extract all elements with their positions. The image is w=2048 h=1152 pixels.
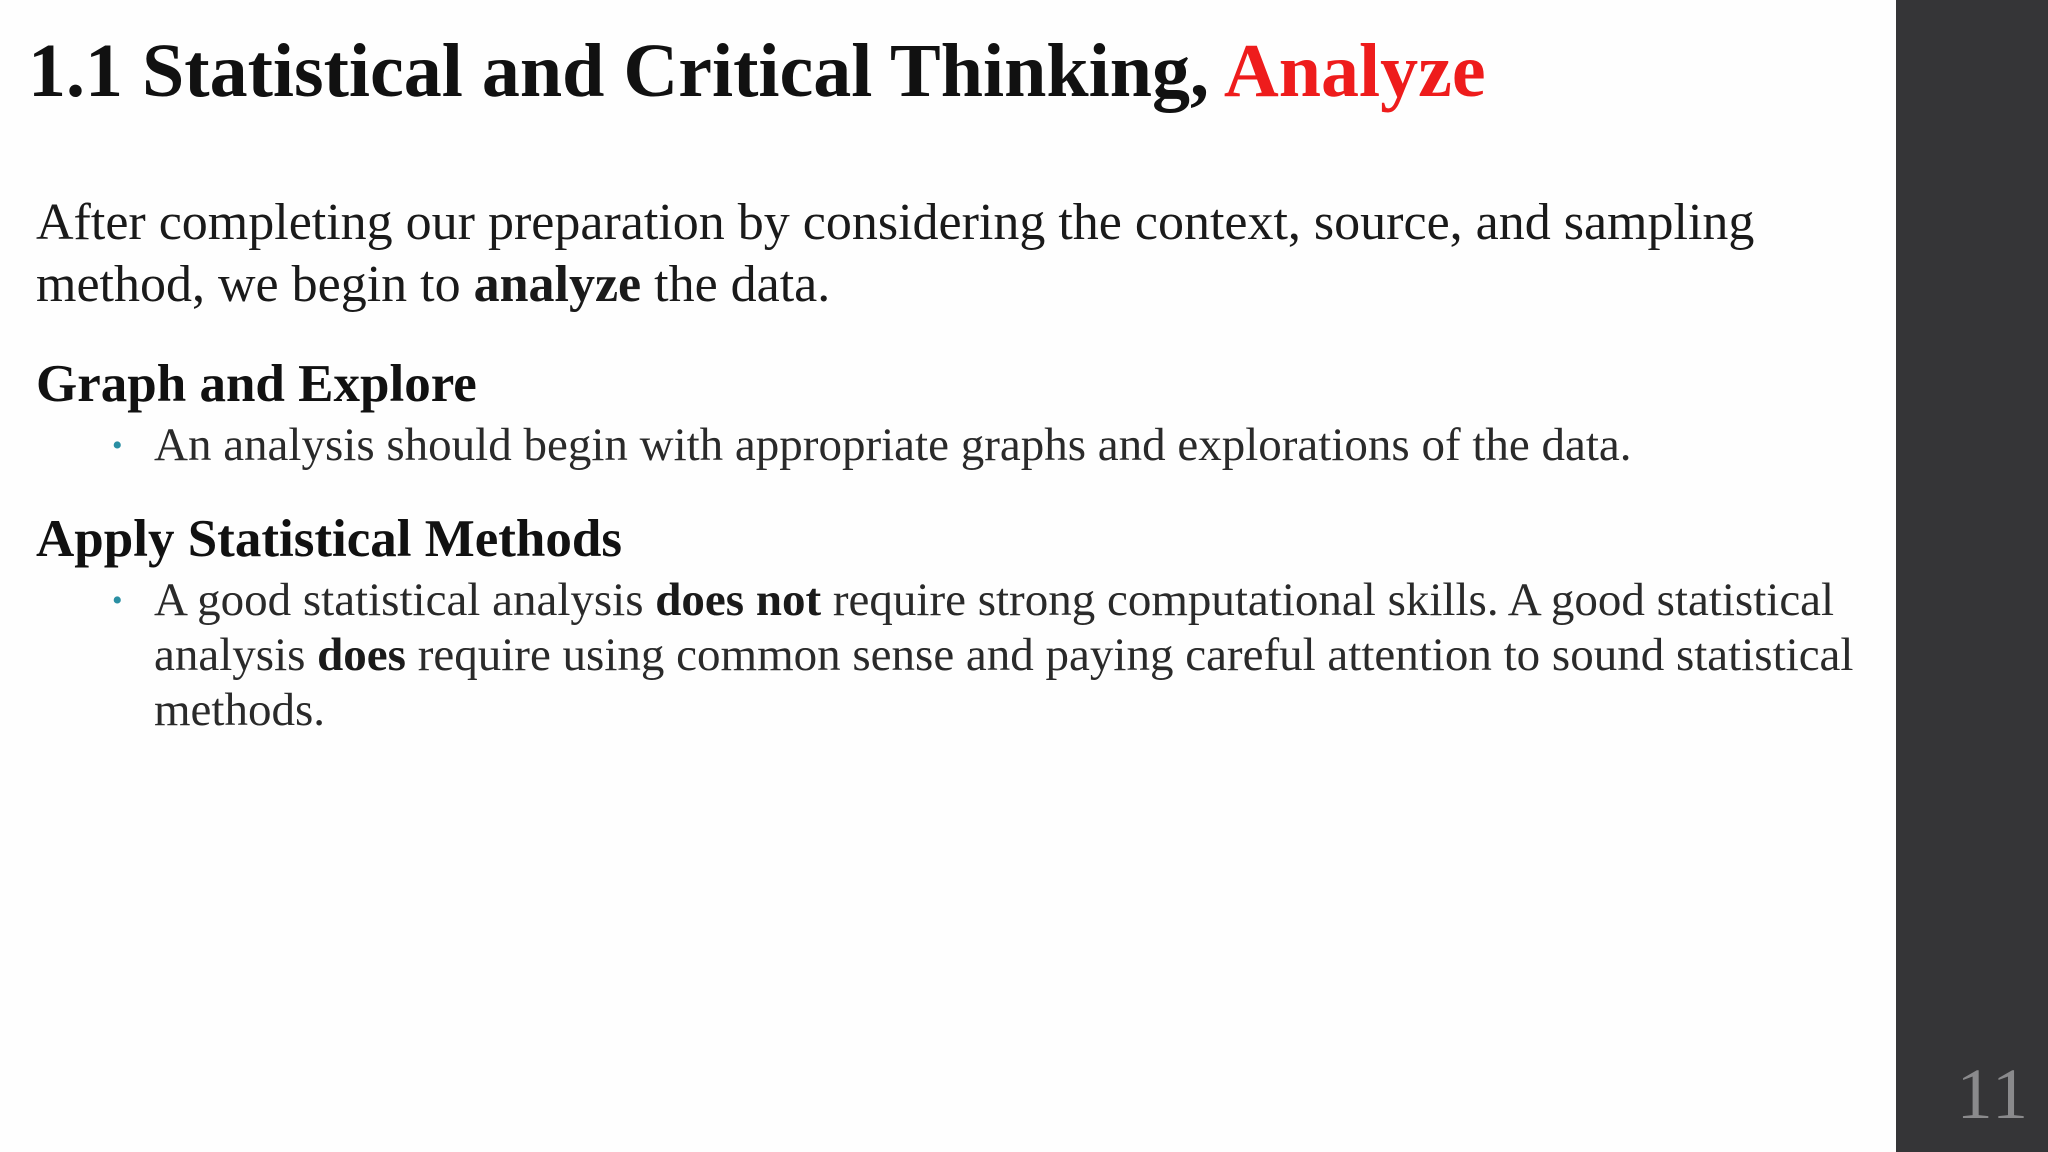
slide-number: 11 bbox=[1956, 1054, 2030, 1134]
intro-paragraph bbox=[36, 192, 1876, 316]
intro-text-before: After completing our preparation by considering the context, source, and sampling method, we begin to bbox=[36, 194, 1755, 313]
bullet-text-part3: require using common sense and paying careful attention to sound statistical methods. bbox=[154, 629, 1854, 736]
bullet-dot-icon: • bbox=[112, 429, 123, 462]
slide-sidebar bbox=[1896, 0, 2048, 1152]
bullet-apply-methods bbox=[36, 573, 1876, 738]
slide-title bbox=[28, 28, 1486, 114]
slide-body bbox=[36, 192, 1876, 738]
section-heading-graph-explore: Graph and Explore bbox=[36, 355, 477, 413]
slide-title-accent: Analyze bbox=[1223, 29, 1486, 113]
intro-text-after: the data. bbox=[641, 256, 831, 313]
bullet-text-part2: require strong computational skills. A good statistical analysis bbox=[154, 574, 1835, 681]
bullet-graph-explore bbox=[36, 418, 1876, 473]
bullet-text-part1: A good statistical analysis bbox=[154, 574, 656, 626]
slide-title-main: 1.1 Statistical and Critical Thinking, bbox=[28, 29, 1210, 113]
bullet-bold-does: does bbox=[317, 629, 406, 681]
bullet-dot-icon: • bbox=[112, 584, 123, 617]
bullet-text: An analysis should begin with appropriate graphs and explorations of the data. bbox=[154, 419, 1632, 471]
intro-bold-word: analyze bbox=[473, 256, 642, 313]
section-heading-apply-methods: Apply Statistical Methods bbox=[36, 510, 622, 568]
bullet-bold-does-not: does not bbox=[655, 574, 822, 626]
